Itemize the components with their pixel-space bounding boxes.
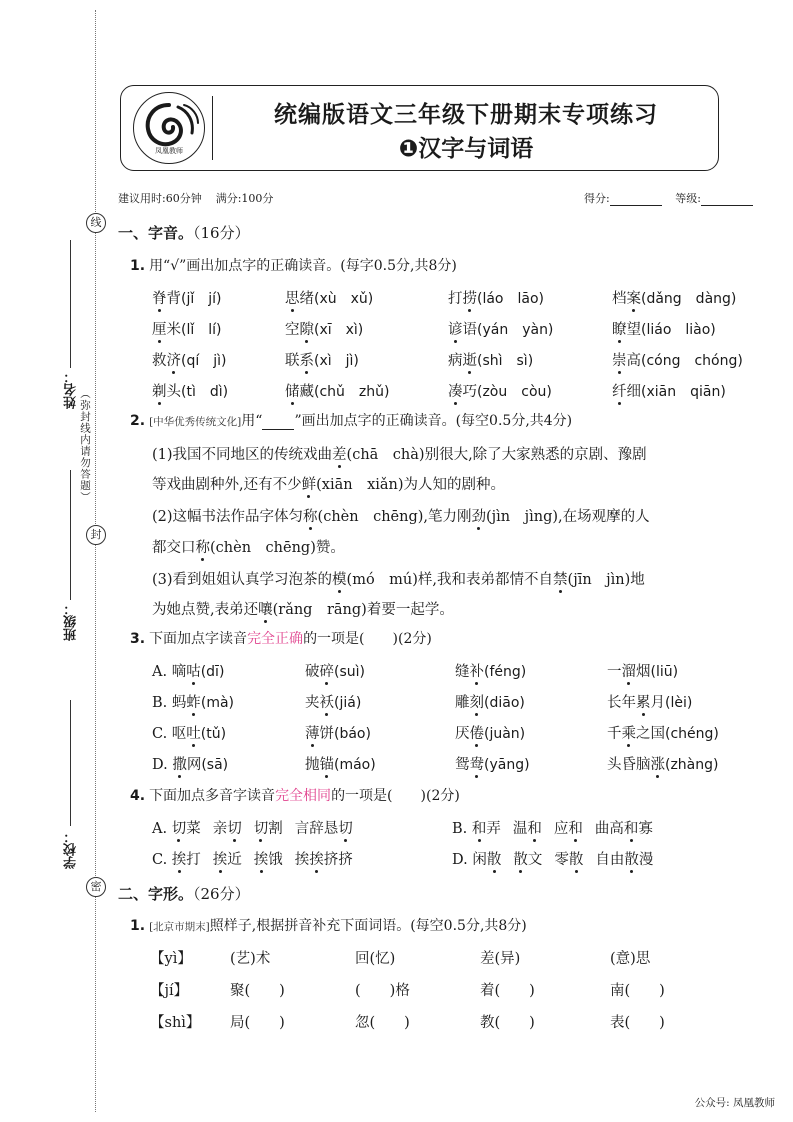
- section-1-heading: 一、字音。: [118, 224, 194, 242]
- fill-word[interactable]: 局( ): [230, 1015, 285, 1031]
- dotted-char: 挨: [172, 848, 187, 869]
- dotted-char: 模: [332, 568, 347, 589]
- passage-line: [152, 473, 505, 494]
- option-word: [513, 852, 542, 868]
- option-item[interactable]: [152, 753, 228, 774]
- word-prefix: 温: [512, 821, 528, 837]
- option-word: [595, 821, 653, 837]
- word-suffix: 背: [166, 291, 181, 307]
- pinyin-options[interactable]: (xì jì): [314, 353, 359, 369]
- word-suffix: 打: [186, 852, 201, 868]
- binding-tag-secret: 密: [86, 877, 106, 897]
- section-2-heading: 二、字形。: [118, 885, 194, 903]
- section-1-title: [118, 222, 250, 243]
- fill-word[interactable]: ( )格: [355, 983, 410, 999]
- binding-dotted-line: [95, 10, 96, 1112]
- pinyin-label: 【shì】: [150, 1015, 201, 1031]
- dotted-char: 剃: [152, 380, 167, 401]
- passage-text: (2)这幅书法作品字体匀: [152, 509, 304, 525]
- passage-text[interactable]: (chā chà)别很大,除了大家熟悉的京剧、豫剧: [346, 447, 647, 463]
- option-word: [554, 852, 583, 868]
- word-suffix: 巧: [462, 384, 477, 400]
- dotted-char: 瞭: [612, 318, 627, 339]
- question-text-b: ”画出加点字的正确读音。(每空0.5分,共4分): [294, 413, 573, 429]
- question-1-4: [130, 785, 460, 805]
- question-number: 1.: [130, 258, 146, 274]
- question-2-1: [130, 915, 527, 935]
- dotted-char: 称: [303, 505, 318, 526]
- dotted-char: 散: [487, 848, 502, 869]
- section-2-title: [118, 883, 250, 904]
- option-item[interactable]: [152, 848, 365, 869]
- dotted-char: 切: [254, 817, 269, 838]
- dotted-char: 和: [527, 817, 542, 838]
- word-suffix: 高: [626, 353, 641, 369]
- word-item: [152, 318, 221, 339]
- passage-text: (1)我国不同地区的传统戏曲: [152, 447, 333, 463]
- option-word: [472, 821, 501, 837]
- dotted-char: 劲: [472, 505, 487, 526]
- passage-text[interactable]: (rǎng rāng)着要一起学。: [272, 602, 454, 618]
- pinyin: (dī): [200, 664, 225, 680]
- school-label: 学校：: [64, 830, 79, 869]
- score-label: 得分:: [584, 192, 610, 205]
- word-prefix: 破: [305, 664, 320, 680]
- word-prefix: 一: [607, 664, 622, 680]
- dotted-char: 崇: [612, 349, 627, 370]
- score-blank[interactable]: [610, 205, 662, 206]
- word-suffix: 漫: [638, 852, 654, 868]
- question-number: 2.: [130, 413, 146, 429]
- passage-text[interactable]: (jìn jìng),在场观摩的人: [486, 509, 650, 525]
- word-prefix: 头昏脑: [607, 757, 651, 773]
- question-text: 照样子,根据拼音补充下面词语。(每空0.5分,共8分): [209, 918, 527, 934]
- option-item: [455, 753, 530, 774]
- dotted-char: 和: [624, 817, 639, 838]
- question-text-a: 下面加点字读音: [149, 631, 248, 647]
- option-item: [607, 753, 718, 774]
- dotted-char: 案: [627, 287, 642, 308]
- passage-text[interactable]: (chèn chēng)赞。: [210, 540, 345, 556]
- pinyin: (diāo): [484, 695, 525, 711]
- dotted-char: 鲜: [302, 473, 317, 494]
- word-prefix: 雕: [455, 695, 470, 711]
- option-word: [295, 821, 353, 837]
- pinyin: (chéng): [665, 726, 719, 742]
- section-2-points: （26分）: [193, 885, 250, 903]
- pinyin-options[interactable]: (chǔ zhǔ): [314, 384, 390, 400]
- grade-blank[interactable]: [701, 205, 753, 206]
- word-suffix: 望: [626, 322, 641, 338]
- option-item: [305, 660, 365, 681]
- word-item: [612, 349, 743, 370]
- pinyin-options[interactable]: (qí jì): [181, 353, 227, 369]
- pinyin: (suì): [334, 664, 365, 680]
- question-text-b[interactable]: 的一项是( )(2分): [303, 631, 432, 647]
- word-item: [152, 380, 228, 401]
- pinyin: (yāng): [484, 757, 530, 773]
- fill-word: (艺)术: [230, 951, 271, 967]
- dotted-char: 倦: [470, 722, 485, 743]
- word-suffix: 挤挤: [323, 852, 353, 868]
- dotted-char: 散: [624, 848, 639, 869]
- question-text: 用“√”画出加点字的正确读音。(每字0.5分,共8分): [149, 258, 457, 274]
- dotted-char: 锚: [320, 753, 335, 774]
- fill-word[interactable]: 表( ): [610, 1015, 665, 1031]
- word-prefix: 鸳: [455, 757, 470, 773]
- dotted-char: 嚷: [258, 598, 273, 619]
- logo-text: 凤凰教师: [155, 147, 183, 155]
- page-title: 统编版语文三年级下册期末专项练习: [274, 102, 658, 128]
- pinyin: (jiá): [334, 695, 362, 711]
- pinyin-options[interactable]: (liáo liào): [641, 322, 716, 338]
- word-prefix: 打: [448, 291, 463, 307]
- dotted-char: 刻: [470, 691, 485, 712]
- pinyin-options[interactable]: (láo lāo): [477, 291, 544, 307]
- word-prefix: 千: [607, 726, 622, 742]
- question-number: 4.: [130, 788, 146, 804]
- word-item: [612, 380, 726, 401]
- fill-word: 回(忆): [355, 951, 396, 967]
- passage-text: (3)看到姐姐认真学习泡茶的: [152, 572, 333, 588]
- grade-label: 等级:: [675, 192, 701, 205]
- dotted-char: 和: [568, 817, 583, 838]
- option-word: [172, 852, 201, 868]
- dotted-char: 凑: [448, 380, 463, 401]
- option-word: [595, 852, 653, 868]
- pinyin: (máo): [334, 757, 376, 773]
- word-suffix: 寡: [638, 821, 653, 837]
- option-label: C.: [152, 852, 172, 868]
- fill-word[interactable]: 教( ): [480, 1015, 535, 1031]
- option-word: [213, 821, 242, 837]
- dotted-char: 厘: [152, 318, 167, 339]
- footer-credit: 公众号: 凤凰教师: [694, 1097, 775, 1109]
- word-prefix: C. 呕: [152, 726, 187, 742]
- pinyin-options[interactable]: (cóng chóng): [641, 353, 743, 369]
- word-item: [152, 287, 221, 308]
- option-item[interactable]: [452, 817, 665, 838]
- passage-text[interactable]: (jīn jìn)地: [567, 572, 645, 588]
- pinyin: (liū): [650, 664, 679, 680]
- option-word: [213, 852, 242, 868]
- fill-word: (意)思: [610, 951, 651, 967]
- word-prefix: 夹: [305, 695, 320, 711]
- dotted-char: 禁: [553, 568, 568, 589]
- option-item[interactable]: [152, 691, 234, 712]
- word-suffix: 近: [227, 852, 242, 868]
- pinyin-options[interactable]: (yán yàn): [477, 322, 554, 338]
- dotted-char: 吐: [186, 722, 201, 743]
- header-divider: [212, 96, 213, 160]
- dotted-char: 碎: [320, 660, 335, 681]
- passage-line: [152, 536, 345, 557]
- name-label: 姓名：: [64, 370, 79, 409]
- pinyin-options[interactable]: (xiān qiān): [641, 384, 726, 400]
- pinyin-label: 【jí】: [150, 983, 189, 999]
- word-prefix: A. 嘀: [152, 664, 187, 680]
- name-blank-line[interactable]: [70, 240, 71, 368]
- dotted-char: 散: [513, 848, 528, 869]
- option-item: [455, 722, 525, 743]
- option-word: [254, 852, 283, 868]
- meta-info: [118, 190, 273, 206]
- passage-text: 都交口: [152, 540, 196, 556]
- pinyin: (báo): [334, 726, 371, 742]
- passage-text[interactable]: (chèn chēng),笔力刚: [317, 509, 472, 525]
- phoenix-logo-icon: [133, 92, 205, 164]
- option-item: [305, 722, 371, 743]
- pinyin-options[interactable]: (dǎng dàng): [641, 291, 737, 307]
- option-word: [295, 852, 353, 868]
- question-1-3: [130, 628, 432, 648]
- option-word: [172, 821, 201, 837]
- word-suffix: 菜: [186, 821, 201, 837]
- dotted-char: 捞: [463, 287, 478, 308]
- word-prefix: 曲高: [594, 821, 624, 837]
- dotted-char: 切: [338, 817, 353, 838]
- option-item: [305, 753, 376, 774]
- dotted-char: 撒: [172, 753, 187, 774]
- pinyin: (lèi): [665, 695, 693, 711]
- option-word: [472, 852, 501, 868]
- dotted-char: 差: [332, 443, 347, 464]
- word-item: [152, 349, 226, 370]
- question-highlight: 完全相同: [275, 788, 332, 804]
- word-suffix: 割: [268, 821, 283, 837]
- word-item: [448, 349, 533, 370]
- pinyin: (juàn): [484, 726, 526, 742]
- word-prefix: 自由: [595, 852, 625, 868]
- passage-line: [152, 443, 647, 464]
- section-1-points: （16分）: [193, 224, 250, 242]
- passage-line: [152, 568, 645, 589]
- word-prefix: 档: [612, 291, 627, 307]
- word-item: [612, 318, 716, 339]
- dotted-char: 挨: [213, 848, 228, 869]
- question-text-a: 用“: [241, 413, 263, 429]
- question-number: 1.: [130, 918, 146, 934]
- title-box: [120, 85, 719, 171]
- word-item: [285, 380, 389, 401]
- option-word: [513, 821, 542, 837]
- passage-line: [152, 598, 454, 619]
- question-tag: [中华优秀传统文化]: [149, 416, 242, 428]
- word-prefix: 应: [553, 821, 569, 837]
- dotted-char: 挨: [309, 848, 324, 869]
- binding-tag-seal: 封: [86, 525, 106, 545]
- passage-text[interactable]: (mó mú)样,我和表弟都情不自: [346, 572, 554, 588]
- dotted-char: 谚: [448, 318, 463, 339]
- dotted-char: 称: [196, 536, 211, 557]
- score-fields: [584, 190, 763, 206]
- fill-word[interactable]: 着( ): [480, 983, 535, 999]
- word-suffix: 文: [527, 852, 543, 868]
- dotted-char: 涨: [651, 753, 666, 774]
- question-1-2: [130, 410, 572, 430]
- word-suffix: 藏: [299, 384, 314, 400]
- dotted-char: 蚱: [186, 691, 201, 712]
- seal-note: （弥封线内请勿答题）: [79, 388, 91, 503]
- word-prefix: 空: [285, 322, 300, 338]
- word-item: [448, 380, 552, 401]
- option-item[interactable]: [152, 722, 226, 743]
- word-suffix: 米: [166, 322, 181, 338]
- question-1-1: [130, 255, 457, 275]
- word-item: [285, 287, 373, 308]
- dotted-char: 切: [172, 817, 187, 838]
- page-subtitle: ❶汉字与词语: [398, 136, 534, 162]
- option-word: [254, 821, 283, 837]
- option-item: [607, 691, 692, 712]
- pinyin-options[interactable]: (jǐ jí): [181, 291, 222, 307]
- dotted-char: 系: [300, 349, 315, 370]
- word-prefix: 抛: [305, 757, 320, 773]
- passage-text: 为她点赞,表弟还: [152, 602, 259, 618]
- dotted-char: 思: [285, 287, 300, 308]
- question-highlight: 完全正确: [247, 631, 304, 647]
- fill-word[interactable]: 聚( ): [230, 983, 285, 999]
- dotted-char: 和: [472, 817, 487, 838]
- option-word: [554, 821, 583, 837]
- school-blank-line[interactable]: [70, 700, 71, 826]
- option-item: [455, 660, 526, 681]
- word-item: [285, 349, 359, 370]
- dotted-char: 乘: [622, 722, 637, 743]
- word-item: [448, 287, 544, 308]
- word-prefix: 病: [448, 353, 463, 369]
- full-score: 满分:100分: [215, 192, 274, 205]
- fill-word[interactable]: 忽( ): [355, 1015, 410, 1031]
- word-prefix: 联: [285, 353, 300, 369]
- option-item: [607, 722, 719, 743]
- word-prefix: B. 蚂: [152, 695, 187, 711]
- dotted-char: 咕: [186, 660, 201, 681]
- passage-text: 等戏曲剧种外,还有不少: [152, 477, 302, 493]
- word-suffix: 弄: [486, 821, 501, 837]
- word-item: [285, 318, 363, 339]
- word-suffix: 之国: [636, 726, 665, 742]
- option-label: A.: [152, 821, 172, 837]
- question-tag: [北京市期末]: [149, 921, 210, 933]
- word-prefix: 亲: [212, 821, 228, 837]
- fill-word: 差(异): [480, 951, 521, 967]
- word-suffix: 烟: [636, 664, 651, 680]
- word-suffix: 头: [166, 384, 181, 400]
- word-suffix: 网: [186, 757, 202, 773]
- binding-tag-line: 线: [86, 213, 106, 233]
- word-suffix: 语: [462, 322, 477, 338]
- pinyin-options[interactable]: (lǐ lí): [181, 322, 222, 338]
- pinyin-options[interactable]: (zòu còu): [477, 384, 552, 400]
- option-item: [305, 691, 361, 712]
- pinyin-options[interactable]: (xù xǔ): [314, 291, 374, 307]
- pinyin: (féng): [484, 664, 527, 680]
- word-item: [448, 318, 553, 339]
- word-suffix: 细: [626, 384, 641, 400]
- option-item[interactable]: [152, 817, 365, 838]
- dotted-char: 脊: [152, 287, 167, 308]
- passage-line: [152, 505, 650, 526]
- word-prefix: 厌: [455, 726, 470, 742]
- pinyin: (mà): [200, 695, 235, 711]
- passage-text[interactable]: (xiān xiǎn)为人知的剧种。: [316, 477, 506, 493]
- dotted-char: 散: [569, 848, 584, 869]
- option-item: [607, 660, 678, 681]
- suggested-time: 建议用时:60分钟: [118, 192, 202, 205]
- word-prefix: 挨: [294, 852, 310, 868]
- pinyin: (sā): [201, 757, 229, 773]
- class-blank-line[interactable]: [70, 470, 71, 600]
- question-number: 3.: [130, 631, 146, 647]
- dotted-char: 隙: [300, 318, 315, 339]
- dotted-char: 袄: [320, 691, 335, 712]
- word-prefix: 长年: [607, 695, 636, 711]
- word-suffix: 饿: [268, 852, 283, 868]
- word-suffix: 绪: [299, 291, 314, 307]
- option-item[interactable]: [452, 848, 665, 869]
- word-prefix: 闲: [472, 852, 487, 868]
- dotted-char: 鸯: [470, 753, 485, 774]
- option-item[interactable]: [152, 660, 224, 681]
- option-item: [455, 691, 525, 712]
- dotted-char: 累: [636, 691, 651, 712]
- option-label: B.: [452, 821, 472, 837]
- question-text-b[interactable]: 的一项是( )(2分): [331, 788, 460, 804]
- option-label: D.: [452, 852, 473, 868]
- pinyin-options[interactable]: (shì sì): [477, 353, 534, 369]
- word-suffix: 月: [650, 695, 665, 711]
- dotted-char: 挨: [254, 848, 269, 869]
- word-item: [612, 287, 736, 308]
- dotted-char: 济: [167, 349, 182, 370]
- dotted-char: 纤: [612, 380, 627, 401]
- pinyin-options[interactable]: (xī xì): [314, 322, 364, 338]
- word-prefix: 缝: [455, 664, 470, 680]
- dotted-char: 薄: [305, 722, 320, 743]
- dotted-char: 切: [227, 817, 242, 838]
- pinyin-label: 【yì】: [150, 951, 192, 967]
- pinyin-options[interactable]: (tì dì): [181, 384, 229, 400]
- fill-word[interactable]: 南( ): [610, 983, 665, 999]
- class-label: 班级：: [64, 602, 79, 641]
- dotted-char: 补: [470, 660, 485, 681]
- word-suffix: 饼: [319, 726, 334, 742]
- pinyin: (tǔ): [200, 726, 227, 742]
- question-text-a: 下面加点多音字读音: [149, 788, 276, 804]
- pinyin: (zhàng): [665, 757, 719, 773]
- word-prefix: 零: [554, 852, 569, 868]
- word-prefix: 救: [152, 353, 167, 369]
- dotted-char: 溜: [622, 660, 637, 681]
- dotted-char: 储: [285, 380, 300, 401]
- dotted-char: 逝: [463, 349, 478, 370]
- underline-sample: [262, 429, 294, 430]
- word-prefix: 言辞恳: [294, 821, 339, 837]
- word-prefix: D.: [152, 757, 173, 773]
